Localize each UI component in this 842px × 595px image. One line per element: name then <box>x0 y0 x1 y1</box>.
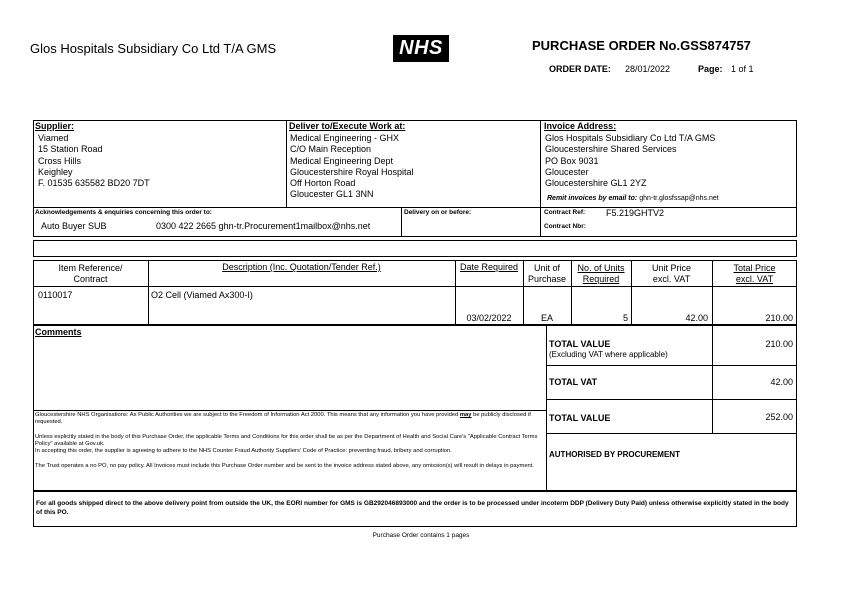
supplier-address <box>38 133 150 189</box>
invoice-line: Glos Hospitals Subsidiary Co Ltd T/A GMS <box>545 133 716 143</box>
footer-page-count: Purchase Order contains 1 pages <box>372 532 470 539</box>
th-description: Description (Inc. Quotation/Tender Ref.) <box>222 262 381 272</box>
contract-ref: F5.219GHTV2 <box>606 208 665 218</box>
supplier-line: Viamed <box>38 133 69 143</box>
th-line: Unit Price <box>651 263 691 273</box>
total-value-label: TOTAL VALUE <box>549 339 611 349</box>
total-value-note: (Excluding VAT where applicable) <box>549 350 668 359</box>
invoice-line: PO Box 9031 <box>545 155 599 166</box>
supplier-line: 15 Station Road <box>38 144 103 155</box>
legal-emphasis: may <box>459 412 472 418</box>
row-date-required: 03/02/2022 <box>466 313 512 323</box>
company-name: Glos Hospitals Subsidiary Co Ltd T/A GMS <box>30 41 277 56</box>
invoice-label: Invoice Address: <box>544 121 617 131</box>
totals-rule <box>546 399 797 400</box>
th-line: No. of Units <box>577 263 625 273</box>
delivery-label: Delivery on or before: <box>404 209 472 216</box>
row-qty: 5 <box>622 313 628 323</box>
page-label: Page: <box>698 64 723 74</box>
deliver-line: Gloucestershire Royal Hospital <box>290 166 414 177</box>
row-total: 210.00 <box>765 313 793 323</box>
buyer-name: Auto Buyer SUB <box>41 221 107 231</box>
legal-text: Gloucestershire NHS Organisations: As Public Authorities we are subject to the Freedom of Information Act 2000. This means that any information you have provided <box>35 412 460 418</box>
th-total-price <box>712 263 797 285</box>
remit-label: Remit invoices by email to: <box>547 195 638 202</box>
page-value: 1 of 1 <box>731 64 754 74</box>
th-date-required: Date Required <box>459 262 519 272</box>
totals-rule <box>546 365 797 366</box>
po-title-label: PURCHASE ORDER No. <box>532 38 681 53</box>
row-unit-price: 42.00 <box>685 313 708 323</box>
deliver-line: Gloucester GL1 3NN <box>290 189 374 200</box>
grand-total-label: TOTAL VALUE <box>549 413 611 423</box>
row-item-ref: 0110017 <box>38 290 73 300</box>
th-item-ref <box>33 263 148 285</box>
total-vat: 42.00 <box>770 377 793 387</box>
supplier-line: F. 01535 635582 BD20 7DT <box>38 178 150 189</box>
row-unit: EA <box>540 313 553 323</box>
row-description: O2 Cell (Viamed Ax300-I) <box>151 290 253 300</box>
no-po-notice: The Trust operates a no PO, no pay policy. All Invoices must include this Purchase Order number and be sent to the invoice address stated above, any omission(s) will result in delays in payment. <box>35 463 534 469</box>
deliver-label: Deliver to/Execute Work at: <box>289 121 406 131</box>
supplier-line: Cross Hills <box>38 155 82 166</box>
th-line: Item Reference/ <box>58 263 123 273</box>
foi-notice <box>35 412 540 426</box>
divider <box>546 325 547 491</box>
eori-notice: For all goods shipped direct to the above delivery point from outside the UK, the EORI number for GMS is GB292046893000 and the order is to be processed under incoterm DDP (Delivery Duty Paid) unless otherwise explicitly stated in the body of this PO. <box>36 500 789 516</box>
ack-label: Acknowledgements & enquiries concerning this order to: <box>35 209 212 216</box>
fraud-notice: In accepting this order, the supplier is agreeing to adhere to the NHS Counter Fraud Authority Suppliers' Code of Practice: preventing fraud, bribery and corruption. <box>35 448 452 454</box>
th-line: Unit of <box>533 263 560 273</box>
order-date: 28/01/2022 <box>625 64 671 74</box>
total-vat-label: TOTAL VAT <box>549 377 598 387</box>
th-unit-price <box>631 263 712 285</box>
th-line: Total Price <box>733 263 776 273</box>
legal-text: be publicly disclosed if requested. <box>35 412 531 425</box>
th-line: Purchase <box>527 274 567 284</box>
th-line: excl. VAT <box>652 274 691 284</box>
divider <box>401 207 402 237</box>
deliver-line: C/O Main Reception <box>290 144 372 155</box>
remit-line <box>547 195 719 202</box>
invoice-address <box>545 133 715 189</box>
th-no-units <box>571 263 631 285</box>
po-title <box>532 39 751 52</box>
contract-nbr-label: Contract Nbr: <box>544 223 586 230</box>
invoice-line: Gloucester <box>545 166 589 177</box>
order-date-label: ORDER DATE: <box>549 64 611 74</box>
grand-total: 252.00 <box>765 412 793 422</box>
authorised-label: AUTHORISED BY PROCUREMENT <box>549 450 680 459</box>
nhs-logo: NHS <box>393 35 449 62</box>
totals-rule <box>546 433 797 434</box>
contract-ref-label: Contract Ref: <box>544 209 586 216</box>
buyer-contact: 0300 422 2665 ghn-tr.Procurement1mailbox@nhs.net <box>156 221 371 231</box>
th-line: Contract <box>73 274 108 284</box>
deliver-line: Medical Engineering - GHX <box>290 133 400 143</box>
deliver-address <box>290 133 414 201</box>
supplier-label: Supplier: <box>35 121 75 131</box>
supplier-line: Keighley <box>38 166 73 177</box>
total-value: 210.00 <box>765 339 793 349</box>
divider <box>540 207 541 237</box>
deliver-line: Off Horton Road <box>290 178 356 189</box>
invoice-line: Gloucestershire GL1 2YZ <box>545 178 647 189</box>
th-line: Required <box>582 274 620 284</box>
terms-notice: Unless explicitly stated in the body of this Purchase Order, the applicable Terms and Conditions for this order shall be as per the Department of Health and Social Care's "Applicable Contract Terms Policy" available at Gov.uk. <box>35 434 538 447</box>
blank-strip <box>33 240 797 257</box>
remit-email[interactable]: ghn-tr.glosfssap@nhs.net <box>639 195 719 202</box>
th-line: excl. VAT <box>735 274 774 284</box>
divider <box>540 120 541 208</box>
po-number: GSS874757 <box>680 38 751 53</box>
divider <box>286 120 287 208</box>
legal-rule <box>33 410 546 411</box>
th-unit-purchase <box>523 263 571 285</box>
comments-label: Comments <box>35 327 82 337</box>
invoice-line: Gloucestershire Shared Services <box>545 144 677 155</box>
deliver-line: Medical Engineering Dept <box>290 155 394 166</box>
